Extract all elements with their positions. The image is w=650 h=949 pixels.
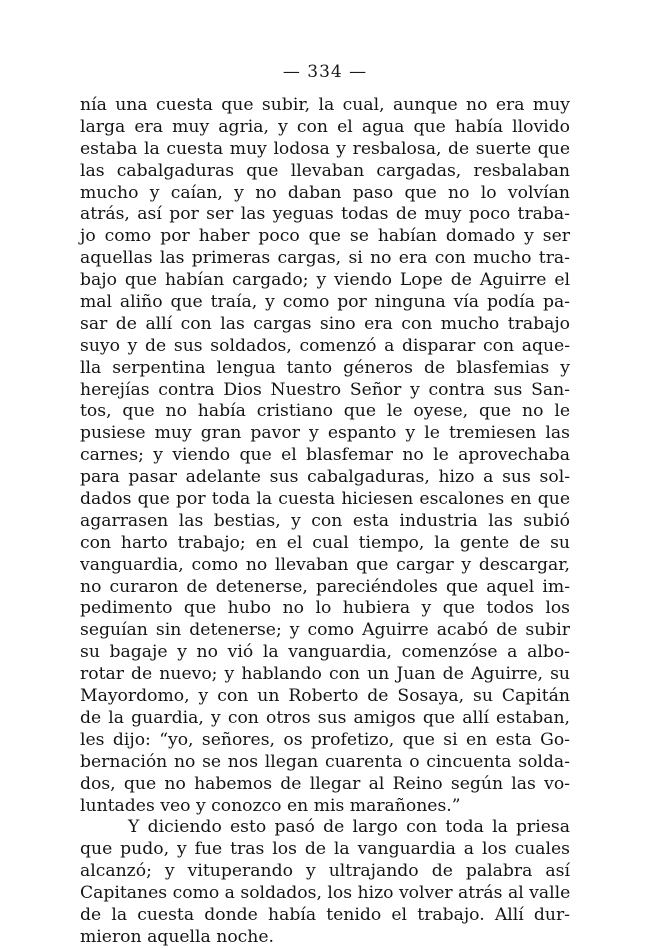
text-line: vanguardia, como no llevaban que cargar y descargar, bbox=[80, 554, 570, 575]
text-line: dados que por toda la cuesta hiciesen escalones en que bbox=[80, 489, 570, 510]
text-line: suyo y de sus soldados, comenzó a disparar con aque- bbox=[80, 335, 570, 356]
text-line: mal aliño que traía, y como por ninguna vía podía pa- bbox=[80, 292, 570, 313]
text-line: bajo que habían cargado; y viendo Lope de Aguirre el bbox=[80, 270, 570, 291]
body-text bbox=[80, 95, 570, 949]
text-line: agarrasen las bestias, y con esta industria las subió bbox=[80, 510, 570, 531]
text-line: con harto trabajo; en el cual tiempo, la gente de su bbox=[80, 532, 570, 553]
paragraph bbox=[80, 817, 570, 948]
text-line: alcanzó; y vituperando y ultrajando de palabra así bbox=[80, 861, 570, 882]
text-line: rotar de nuevo; y hablando con un Juan de Aguirre, su bbox=[80, 664, 570, 685]
text-line: las cabalgaduras que llevaban cargadas, resbalaban bbox=[80, 160, 570, 181]
text-line: Y diciendo esto pasó de largo con toda la priesa bbox=[128, 817, 570, 838]
text-line: herejías contra Dios Nuestro Señor y contra sus San- bbox=[80, 379, 570, 400]
text-line: aquellas las primeras cargas, si no era con mucho tra- bbox=[80, 248, 570, 269]
text-line: dos, que no habemos de llegar al Reino según las vo- bbox=[80, 773, 570, 794]
text-line: estaba la cuesta muy lodosa y resbalosa, de suerte que bbox=[80, 138, 570, 159]
text-line: pusiese muy gran pavor y espanto y le tremiesen las bbox=[80, 423, 570, 444]
text-line: Capitanes como a soldados, los hizo volver atrás al valle bbox=[80, 883, 571, 904]
text-line: sar de allí con las cargas sino era con mucho trabajo bbox=[80, 313, 570, 334]
text-line: de la cuesta donde había tenido el trabajo. Allí dur- bbox=[80, 904, 570, 925]
text-line: carnes; y viendo que el blasfemar no le aprovechaba bbox=[80, 445, 570, 466]
paragraph bbox=[80, 95, 570, 817]
text-line: pedimento que hubo no lo hubiera y que todos los bbox=[80, 598, 570, 619]
text-line: que pudo, y fue tras los de la vanguardia a los cuales bbox=[80, 839, 570, 860]
text-line: mucho y caían, y no daban paso que no lo volvían bbox=[80, 182, 570, 203]
text-line: su bagaje y no vió la vanguardia, comenzóse a albo- bbox=[80, 642, 570, 663]
text-line: nía una cuesta que subir, la cual, aunque no era muy bbox=[80, 95, 570, 115]
text-line: luntades veo y conozco en mis marañones.” bbox=[80, 795, 461, 816]
text-line: mieron aquella noche. bbox=[80, 926, 275, 947]
text-line: bernación no se nos llegan cuarenta o cincuenta solda- bbox=[80, 751, 570, 772]
text-line: de la guardia, y con otros sus amigos que allí estaban, bbox=[80, 707, 570, 728]
text-line: Mayordomo, y con un Roberto de Sosaya, su Capitán bbox=[80, 686, 570, 707]
text-line: jo como por haber poco que se habían domado y ser bbox=[80, 226, 570, 247]
text-line: no curaron de detenerse, pareciéndoles que aquel im- bbox=[80, 576, 570, 597]
text-line: les dijo: “yo, señores, os profetizo, que si en esta Go- bbox=[80, 729, 570, 750]
text-line: larga era muy agria, y con el agua que había llovido bbox=[80, 116, 570, 137]
text-line: atrás, así por ser las yeguas todas de muy poco traba- bbox=[80, 204, 570, 225]
text-line: tos, que no había cristiano que le oyese, que no le bbox=[80, 401, 570, 422]
text-line: seguían sin detenerse; y como Aguirre acabó de subir bbox=[80, 620, 570, 641]
text-line: para pasar adelante sus cabalgaduras, hizo a sus sol- bbox=[80, 467, 570, 488]
page-number: — 334 — bbox=[282, 62, 368, 82]
text-line: lla serpentina lengua tanto géneros de blasfemias y bbox=[80, 357, 570, 378]
